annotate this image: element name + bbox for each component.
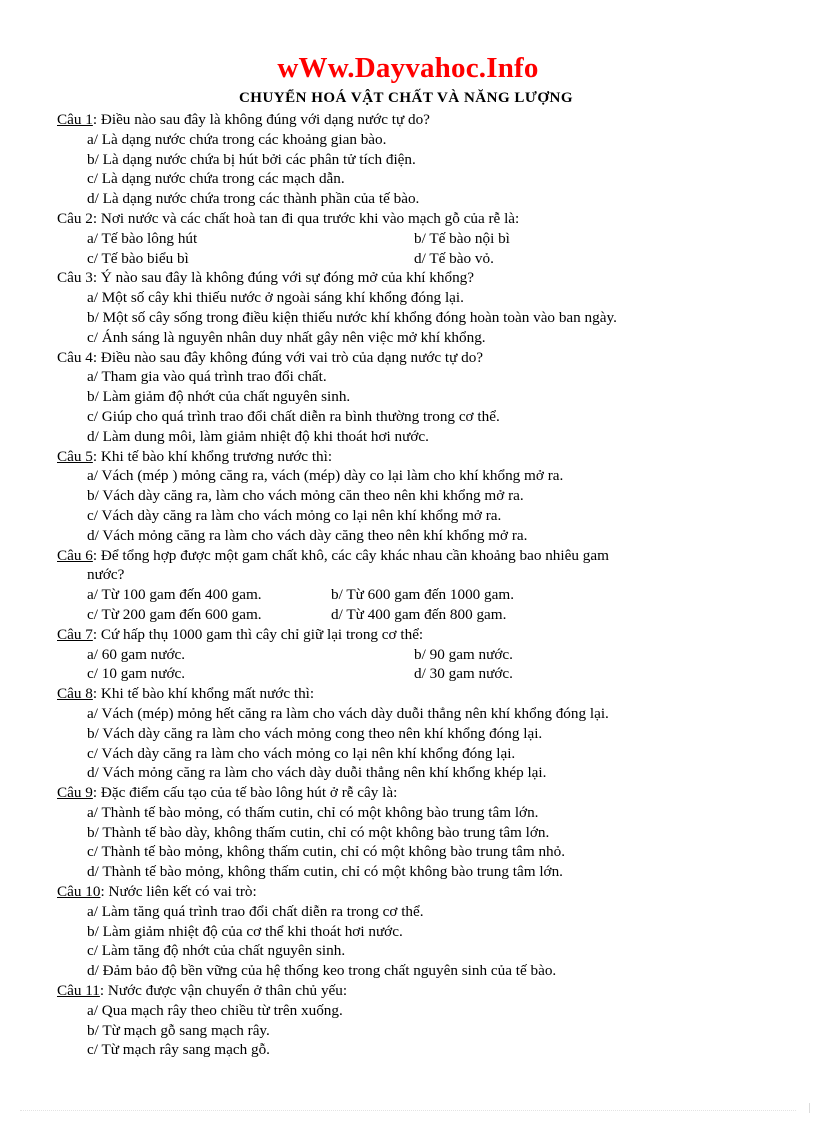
- question-text: [57, 447, 767, 467]
- answer-option: c/ Tế bào biểu bì: [87, 249, 189, 267]
- answer-row: [57, 229, 767, 249]
- answer-option: c/ Ánh sáng là nguyên nhân duy nhất gây nên việc mở khí khổng.: [87, 328, 486, 346]
- answer-row: [57, 249, 767, 269]
- answer-option: d/ Đảm bảo độ bền vững của hệ thống keo trong chất nguyên sinh của tế bào.: [87, 962, 557, 980]
- question-block: [57, 110, 767, 209]
- question-text: [57, 882, 767, 902]
- answer-option: d/ Vách mỏng căng ra làm cho vách dày duỗi thẳng nên khí khổng khép lại.: [87, 764, 547, 782]
- question-prompt: : Để tổng hợp được một gam chất khô, các cây khác nhau cần khoảng bao nhiêu gam: [92, 546, 609, 564]
- answer-option: c/ Thành tế bào mỏng, không thấm cutin, chỉ có một không bào trung tâm nhỏ.: [87, 843, 566, 861]
- site-title: wWw.Dayvahoc.Info: [277, 52, 539, 84]
- answer-option: d/ Từ 400 gam đến 800 gam.: [331, 605, 507, 623]
- question-text: [57, 546, 767, 566]
- question-label: Câu 5: [57, 447, 93, 465]
- question-block: [57, 348, 767, 447]
- answer-option: d/ Làm dung môi, làm giảm nhiệt độ khi thoát hơi nước.: [87, 427, 429, 445]
- answer-option: b/ Vách dày căng ra, làm cho vách mỏng căn theo nên khi khổng mở ra.: [87, 487, 524, 505]
- answer-option: a/ Thành tế bào mỏng, có thấm cutin, chỉ có một không bào trung tâm lớn.: [87, 803, 539, 821]
- answer-option: a/ Tế bào lông hút: [87, 229, 198, 247]
- question-text: [57, 110, 767, 130]
- question-block: [57, 684, 767, 783]
- question-label: Câu 9: [57, 784, 93, 802]
- question-list: [57, 110, 767, 1060]
- answer-option: d/ Là dạng nước chứa trong các thành phần của tế bào.: [87, 190, 420, 208]
- question-block: [57, 209, 767, 268]
- answer-option: b/ Làm giảm độ nhớt của chất nguyên sinh.: [87, 388, 351, 406]
- answer-option: c/ Vách dày căng ra làm cho vách mỏng co lại nên khí khổng đóng lại.: [87, 744, 516, 762]
- question-block: [57, 783, 767, 882]
- question-block: [57, 981, 767, 1060]
- answer-row: [57, 585, 767, 605]
- question-prompt: : Ý nào sau đây là không đúng với sự đóng mở của khí khổng?: [92, 269, 475, 287]
- page-border: [20, 1110, 796, 1111]
- question-label: Câu 3: [57, 269, 93, 287]
- answer-option: c/ Giúp cho quá trình trao đổi chất diễn ra bình thường trong cơ thể.: [87, 407, 500, 425]
- answer-option: a/ Vách (mép) mỏng hết căng ra làm cho vách dày duỗi thẳng nên khí khổng đóng lại.: [87, 704, 609, 722]
- question-text: [57, 684, 767, 704]
- question-prompt: : Nước được vận chuyển ở thân chủ yếu:: [99, 982, 348, 1000]
- document-title: CHUYỂN HOÁ VẬT CHẤT VÀ NĂNG LƯỢNG: [238, 90, 574, 106]
- answer-option: c/ Vách dày căng ra làm cho vách mỏng co lại nên khí khổng mở ra.: [87, 506, 502, 524]
- answer-option: b/ Tế bào nội bì: [414, 229, 510, 247]
- question-text: [57, 268, 767, 288]
- answer-option: d/ Tế bào vỏ.: [414, 249, 494, 267]
- question-label: Câu 10: [57, 883, 101, 901]
- question-prompt: : Nơi nước và các chất hoà tan đi qua trước khi vào mạch gỗ của rễ là:: [92, 209, 520, 227]
- question-block: [57, 625, 767, 684]
- answer-option: c/ 10 gam nước.: [87, 665, 186, 683]
- question-label: Câu 4: [57, 348, 93, 366]
- answer-option: a/ Một số cây khi thiếu nước ở ngoài sáng khí khổng đóng lại.: [87, 289, 464, 307]
- question-label: Câu 8: [57, 685, 93, 703]
- question-text: [57, 625, 767, 645]
- question-prompt: : Điều nào sau đây không đúng với vai trò của dạng nước tự do?: [92, 348, 484, 366]
- answer-option: b/ 90 gam nước.: [414, 645, 513, 663]
- question-block: [57, 268, 767, 347]
- question-label: Câu 2: [57, 209, 93, 227]
- question-prompt: : Nước liên kết có vai trò:: [100, 883, 257, 901]
- answer-option: b/ Làm giảm nhiệt độ của cơ thể khi thoát hơi nước.: [87, 922, 403, 940]
- answer-option: b/ Là dạng nước chứa bị hút bởi các phân tử tích điện.: [87, 150, 416, 168]
- answer-option: b/ Từ mạch gỗ sang mạch rây.: [87, 1021, 270, 1039]
- question-prompt: : Cứ hấp thụ 1000 gam thì cây chỉ giữ lại trong cơ thể:: [92, 625, 424, 643]
- answer-option: b/ Từ 600 gam đến 1000 gam.: [331, 586, 515, 604]
- answer-row: [57, 605, 767, 625]
- answer-option: a/ Qua mạch rây theo chiều từ trên xuống.: [87, 1001, 343, 1019]
- answer-option: a/ Làm tăng quá trình trao đổi chất diễn ra trong cơ thể.: [87, 902, 424, 920]
- question-text: [57, 348, 767, 368]
- question-prompt: : Đặc điểm cấu tạo của tế bào lông hút ở rễ cây là:: [92, 784, 398, 802]
- answer-option: c/ Từ mạch rây sang mạch gỗ.: [87, 1041, 270, 1059]
- question-label: Câu 7: [57, 625, 93, 643]
- question-block: [57, 447, 767, 546]
- answer-option: c/ Làm tăng độ nhớt của chất nguyên sinh.: [87, 942, 346, 960]
- answer-option: a/ Vách (mép ) mỏng căng ra, vách (mép) dày co lại làm cho khí khổng mở ra.: [87, 467, 564, 485]
- answer-option: a/ Là dạng nước chứa trong các khoảng gian bào.: [87, 130, 387, 148]
- answer-option: a/ Tham gia vào quá trình trao đổi chất.: [87, 368, 327, 386]
- answer-option: c/ Từ 200 gam đến 600 gam.: [87, 605, 262, 623]
- page-corner-mark: [809, 1103, 810, 1113]
- question-prompt: : Khi tế bào khí khổng mất nước thì:: [92, 685, 315, 703]
- question-label: Câu 6: [57, 546, 93, 564]
- question-text-continuation: nước?: [87, 566, 125, 584]
- answer-option: a/ Từ 100 gam đến 400 gam.: [87, 586, 262, 604]
- question-text: [57, 981, 767, 1001]
- answer-row: [57, 645, 767, 665]
- answer-option: b/ Một số cây sống trong điều kiện thiếu nước khí khổng đóng hoàn toàn vào ban ngày.: [87, 308, 617, 326]
- question-prompt: : Khi tế bào khí khổng trương nước thì:: [92, 447, 333, 465]
- answer-option: d/ 30 gam nước.: [414, 665, 513, 683]
- question-text: [57, 783, 767, 803]
- answer-option: b/ Vách dày căng ra làm cho vách mỏng cong theo nên khí khổng đóng lại.: [87, 724, 543, 742]
- answer-option: d/ Vách mỏng căng ra làm cho vách dày căng theo nên khí khổng mở ra.: [87, 526, 528, 544]
- answer-row: [57, 664, 767, 684]
- question-block: [57, 882, 767, 981]
- answer-option: a/ 60 gam nước.: [87, 645, 186, 663]
- answer-option: d/ Thành tế bào mỏng, không thấm cutin, chỉ có một không bào trung tâm lớn.: [87, 863, 563, 881]
- question-label: Câu 11: [57, 982, 100, 1000]
- question-block: [57, 546, 767, 625]
- question-prompt: : Điều nào sau đây là không đúng với dạng nước tự do?: [92, 111, 430, 128]
- question-text: [57, 209, 767, 229]
- answer-option: c/ Là dạng nước chứa trong các mạch dẫn.: [87, 170, 345, 188]
- question-label: Câu 1: [57, 111, 93, 128]
- answer-option: b/ Thành tế bào dày, không thấm cutin, chỉ có một không bào trung tâm lớn.: [87, 823, 550, 841]
